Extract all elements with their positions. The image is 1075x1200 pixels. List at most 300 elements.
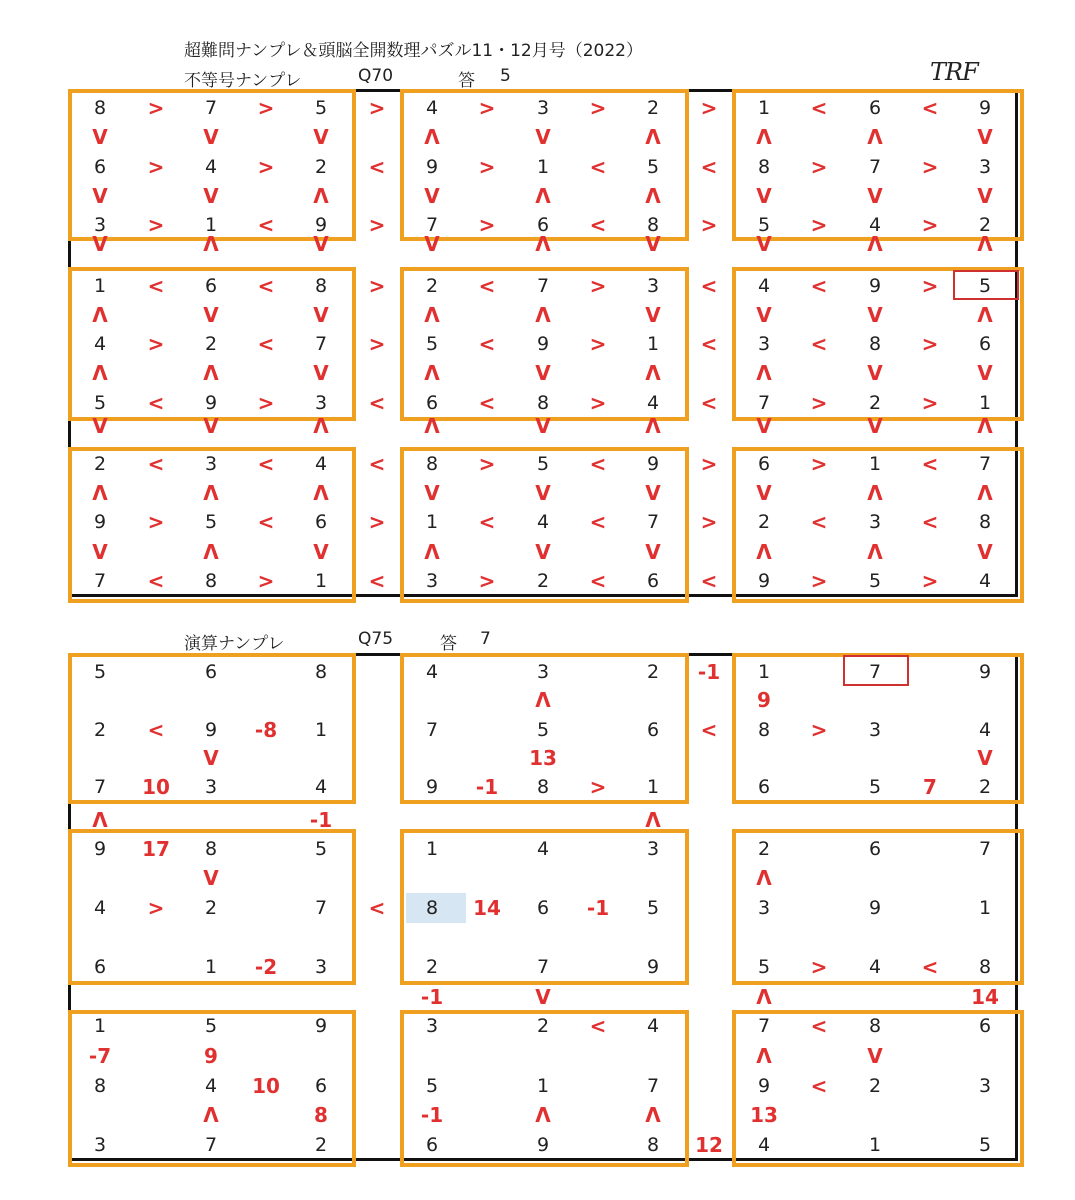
inequality-sign: Λ (424, 125, 440, 149)
inequality-sign: Λ (756, 866, 772, 890)
cell: 9 (536, 333, 550, 355)
cell: 7 (868, 156, 882, 178)
cell: 1 (978, 897, 992, 919)
cell: 7 (314, 897, 328, 919)
cell: 3 (204, 453, 218, 475)
inequality-sign: V (645, 232, 661, 256)
inequality-sign: > (700, 510, 718, 534)
cell: 9 (757, 570, 771, 592)
cell: 7 (536, 275, 550, 297)
cell: 5 (93, 661, 107, 683)
cell: 6 (93, 156, 107, 178)
inequality-sign: V (977, 125, 993, 149)
cell: 4 (868, 214, 882, 236)
inequality-sign: Λ (92, 808, 108, 832)
inequality-sign: Λ (645, 1103, 661, 1127)
inequality-sign: < (147, 718, 165, 742)
inequality-sign: < (589, 1014, 607, 1038)
cell: 4 (204, 1075, 218, 1097)
inequality-sign: > (810, 155, 828, 179)
inequality-sign: V (424, 232, 440, 256)
puzzle1-answer-label: 答 (458, 71, 475, 91)
inequality-sign: V (92, 184, 108, 208)
cell: 1 (425, 511, 439, 533)
cell: 9 (93, 511, 107, 533)
inequality-sign: > (147, 510, 165, 534)
cell: 2 (978, 776, 992, 798)
cell: 9 (868, 897, 882, 919)
operation-label: 14 (473, 896, 501, 920)
cell: 7 (757, 1015, 771, 1037)
cell: 9 (425, 776, 439, 798)
inequality-sign: Λ (535, 184, 551, 208)
cell: 9 (646, 453, 660, 475)
inequality-sign: Λ (756, 540, 772, 564)
cell: 6 (314, 1075, 328, 1097)
inequality-sign: > (921, 274, 939, 298)
cell: 4 (536, 838, 550, 860)
cell: 1 (868, 1134, 882, 1156)
inequality-sign: < (368, 569, 386, 593)
cell: 6 (204, 275, 218, 297)
cell: 1 (978, 392, 992, 414)
inequality-sign: < (368, 896, 386, 920)
inequality-sign: Λ (313, 481, 329, 505)
cell: 2 (425, 956, 439, 978)
inequality-sign: > (368, 96, 386, 120)
cell: 7 (646, 511, 660, 533)
inequality-sign: V (867, 361, 883, 385)
inequality-sign: < (368, 391, 386, 415)
inequality-sign: < (589, 569, 607, 593)
inequality-sign: Λ (313, 184, 329, 208)
page-title: 超難問ナンプレ＆頭脳全開数理パズル11・12月号（2022） (184, 41, 643, 61)
cell: 7 (204, 1134, 218, 1156)
cell: 9 (646, 956, 660, 978)
cell: 4 (314, 776, 328, 798)
inequality-sign: < (147, 569, 165, 593)
inequality-sign: V (756, 303, 772, 327)
inequality-sign: < (589, 452, 607, 476)
inequality-sign: V (92, 414, 108, 438)
cell: 5 (646, 156, 660, 178)
puzzle2-name: 演算ナンプレ (184, 634, 285, 654)
cell: 3 (536, 661, 550, 683)
inequality-sign: > (700, 96, 718, 120)
inequality-sign: > (147, 332, 165, 356)
cell: 1 (93, 275, 107, 297)
cell: 5 (757, 956, 771, 978)
inequality-sign: V (424, 184, 440, 208)
inequality-sign: V (535, 481, 551, 505)
operation-label: -1 (475, 775, 499, 799)
inequality-sign: < (700, 274, 718, 298)
cell: 6 (868, 97, 882, 119)
signature: TRF (930, 58, 978, 86)
inequality-sign: > (810, 718, 828, 742)
inequality-sign: V (203, 746, 219, 770)
puzzle2-answer: 7 (480, 629, 491, 649)
inequality-sign: V (92, 125, 108, 149)
cell: 9 (757, 1075, 771, 1097)
operation-label: 12 (695, 1133, 723, 1157)
inequality-sign: > (257, 569, 275, 593)
cell: 5 (536, 719, 550, 741)
cell: 9 (314, 214, 328, 236)
cell: 6 (425, 392, 439, 414)
inequality-sign: Λ (203, 481, 219, 505)
cell: 3 (978, 1075, 992, 1097)
cell: 4 (536, 511, 550, 533)
inequality-sign: Λ (203, 361, 219, 385)
inequality-sign: > (478, 569, 496, 593)
cell: 8 (536, 776, 550, 798)
inequality-sign: > (921, 213, 939, 237)
inequality-sign: > (478, 213, 496, 237)
operation-label: -1 (420, 985, 444, 1009)
cell: 2 (868, 1075, 882, 1097)
inequality-sign: > (368, 213, 386, 237)
operation-label: 17 (142, 837, 170, 861)
cell: 8 (204, 838, 218, 860)
inequality-sign: > (810, 213, 828, 237)
cell: 7 (978, 838, 992, 860)
cell: 8 (425, 897, 439, 919)
inequality-sign: V (867, 1044, 883, 1068)
operation-label: 10 (142, 775, 170, 799)
cell: 8 (868, 333, 882, 355)
inequality-sign: V (535, 125, 551, 149)
cell: 6 (868, 838, 882, 860)
inequality-sign: > (478, 96, 496, 120)
inequality-sign: V (977, 746, 993, 770)
cell: 7 (314, 333, 328, 355)
inequality-sign: Λ (535, 303, 551, 327)
inequality-sign: Λ (424, 414, 440, 438)
inequality-sign: Λ (535, 232, 551, 256)
inequality-sign: < (478, 510, 496, 534)
cell: 6 (646, 570, 660, 592)
inequality-sign: > (257, 96, 275, 120)
inequality-sign: Λ (645, 125, 661, 149)
cell: 5 (868, 776, 882, 798)
inequality-sign: < (921, 452, 939, 476)
cell: 5 (868, 570, 882, 592)
cell: 8 (425, 453, 439, 475)
cell: 2 (757, 838, 771, 860)
operation-label: 9 (757, 688, 771, 712)
inequality-sign: < (810, 1074, 828, 1098)
inequality-sign: > (810, 569, 828, 593)
inequality-sign: Λ (203, 540, 219, 564)
inequality-sign: Λ (92, 303, 108, 327)
cell: 7 (536, 956, 550, 978)
cell: 4 (757, 1134, 771, 1156)
inequality-sign: V (203, 414, 219, 438)
inequality-sign: > (589, 96, 607, 120)
cell: 5 (204, 511, 218, 533)
inequality-sign: Λ (203, 1103, 219, 1127)
cell: 5 (978, 275, 992, 297)
inequality-sign: Λ (756, 1044, 772, 1068)
cell: 8 (93, 1075, 107, 1097)
inequality-sudoku-grid (68, 89, 1018, 597)
inequality-sign: > (147, 896, 165, 920)
inequality-sign: V (756, 414, 772, 438)
cell: 6 (425, 1134, 439, 1156)
cell: 3 (93, 1134, 107, 1156)
inequality-sign: Λ (867, 481, 883, 505)
cell: 7 (93, 570, 107, 592)
inequality-sign: > (147, 96, 165, 120)
inequality-sign: < (478, 332, 496, 356)
inequality-sign: > (810, 955, 828, 979)
cell: 1 (314, 570, 328, 592)
cell: 3 (646, 838, 660, 860)
cell: 5 (314, 838, 328, 860)
cell: 3 (204, 776, 218, 798)
cell: 3 (978, 156, 992, 178)
cell: 4 (93, 333, 107, 355)
cell: 1 (314, 719, 328, 741)
inequality-sign: Λ (756, 125, 772, 149)
inequality-sign: V (313, 361, 329, 385)
inequality-sign: V (92, 540, 108, 564)
operation-label: -1 (420, 1103, 444, 1127)
inequality-sign: < (810, 96, 828, 120)
inequality-sign: < (368, 452, 386, 476)
inequality-sign: V (203, 303, 219, 327)
cell: 2 (204, 333, 218, 355)
inequality-sign: Λ (313, 414, 329, 438)
cell: 2 (93, 453, 107, 475)
inequality-sign: V (535, 361, 551, 385)
inequality-sign: V (756, 481, 772, 505)
cell: 8 (978, 511, 992, 533)
cell: 4 (978, 719, 992, 741)
cell: 7 (757, 392, 771, 414)
cell: 4 (314, 453, 328, 475)
operation-label: -1 (586, 896, 610, 920)
inequality-sign: Λ (977, 481, 993, 505)
operation-label: -8 (254, 718, 278, 742)
cell: 8 (314, 661, 328, 683)
inequality-sign: > (257, 391, 275, 415)
cell: 8 (314, 275, 328, 297)
cell: 6 (757, 776, 771, 798)
inequality-sign: V (535, 540, 551, 564)
inequality-sign: V (203, 125, 219, 149)
inequality-sign: Λ (977, 414, 993, 438)
inequality-sign: V (424, 481, 440, 505)
inequality-sign: < (257, 332, 275, 356)
cell: 9 (425, 156, 439, 178)
inequality-sign: V (756, 184, 772, 208)
inequality-sign: Λ (424, 361, 440, 385)
inequality-sign: < (368, 155, 386, 179)
cell: 5 (93, 392, 107, 414)
inequality-sign: Λ (645, 414, 661, 438)
inequality-sign: < (700, 718, 718, 742)
inequality-sign: V (203, 866, 219, 890)
inequality-sign: < (147, 274, 165, 298)
cell: 9 (314, 1015, 328, 1037)
cell: 8 (93, 97, 107, 119)
cell: 3 (757, 333, 771, 355)
cell: 9 (93, 838, 107, 860)
cell: 2 (314, 156, 328, 178)
cell: 8 (536, 392, 550, 414)
inequality-sign: < (147, 391, 165, 415)
cell: 3 (757, 897, 771, 919)
inequality-sign: V (313, 232, 329, 256)
inequality-sign: > (368, 332, 386, 356)
cell: 4 (93, 897, 107, 919)
inequality-sign: > (921, 332, 939, 356)
cell: 9 (204, 719, 218, 741)
inequality-sign: Λ (92, 481, 108, 505)
cell: 4 (978, 570, 992, 592)
cell: 9 (204, 392, 218, 414)
cell: 8 (868, 1015, 882, 1037)
cell: 8 (646, 1134, 660, 1156)
puzzle1-answer: 5 (500, 66, 511, 86)
inequality-sign: Λ (535, 1103, 551, 1127)
inequality-sign: < (810, 1014, 828, 1038)
cell: 7 (425, 719, 439, 741)
cell: 4 (425, 97, 439, 119)
inequality-sign: V (867, 303, 883, 327)
inequality-sign: > (478, 452, 496, 476)
cell: 7 (93, 776, 107, 798)
cell: 2 (868, 392, 882, 414)
cell: 5 (646, 897, 660, 919)
inequality-sign: > (368, 510, 386, 534)
inequality-sign: < (589, 213, 607, 237)
cell: 5 (204, 1015, 218, 1037)
inequality-sign: V (977, 540, 993, 564)
inequality-sign: > (478, 155, 496, 179)
inequality-sign: V (92, 232, 108, 256)
inequality-sign: > (921, 155, 939, 179)
cell: 6 (93, 956, 107, 978)
inequality-sign: < (478, 274, 496, 298)
cell: 3 (314, 392, 328, 414)
arithmetic-sudoku-grid (68, 653, 1018, 1161)
inequality-sign: Λ (867, 540, 883, 564)
inequality-sign: Λ (867, 232, 883, 256)
inequality-sign: Λ (203, 232, 219, 256)
inequality-sign: < (257, 213, 275, 237)
cell: 6 (314, 511, 328, 533)
inequality-sign: Λ (977, 303, 993, 327)
inequality-sign: Λ (92, 361, 108, 385)
cell: 3 (868, 511, 882, 533)
inequality-sign: > (589, 274, 607, 298)
operation-label: -1 (697, 660, 721, 684)
inequality-sign: V (756, 232, 772, 256)
inequality-sign: > (921, 391, 939, 415)
cell: 1 (204, 956, 218, 978)
cell: 4 (204, 156, 218, 178)
cell: 9 (868, 275, 882, 297)
inequality-sign: > (700, 213, 718, 237)
inequality-sign: > (589, 391, 607, 415)
cell: 6 (536, 897, 550, 919)
cell: 7 (425, 214, 439, 236)
cell: 7 (204, 97, 218, 119)
inequality-sign: < (810, 510, 828, 534)
cell: 2 (646, 97, 660, 119)
operation-label: 7 (923, 775, 937, 799)
cell: 1 (646, 776, 660, 798)
operation-label: 9 (204, 1044, 218, 1068)
cell: 1 (536, 156, 550, 178)
inequality-sign: V (313, 540, 329, 564)
cell: 5 (757, 214, 771, 236)
cell: 3 (314, 956, 328, 978)
cell: 8 (646, 214, 660, 236)
cell: 3 (93, 214, 107, 236)
inequality-sign: < (257, 510, 275, 534)
inequality-sign: < (810, 274, 828, 298)
inequality-sign: > (810, 452, 828, 476)
inequality-sign: V (977, 361, 993, 385)
inequality-sign: Λ (977, 232, 993, 256)
cell: 3 (425, 1015, 439, 1037)
inequality-sign: > (147, 155, 165, 179)
inequality-sign: > (810, 391, 828, 415)
cell: 7 (646, 1075, 660, 1097)
cell: 5 (425, 1075, 439, 1097)
cell: 6 (536, 214, 550, 236)
inequality-sign: < (478, 391, 496, 415)
inequality-sign: < (700, 332, 718, 356)
inequality-sign: > (147, 213, 165, 237)
operation-label: -1 (309, 808, 333, 832)
inequality-sign: Λ (424, 303, 440, 327)
cell: 5 (425, 333, 439, 355)
cell: 4 (425, 661, 439, 683)
cell: 2 (204, 897, 218, 919)
cell: 3 (425, 570, 439, 592)
operation-label: 13 (529, 746, 557, 770)
cell: 1 (868, 453, 882, 475)
inequality-sign: < (921, 510, 939, 534)
cell: 9 (978, 661, 992, 683)
inequality-sign: < (257, 274, 275, 298)
cell: 1 (757, 97, 771, 119)
cell: 8 (757, 719, 771, 741)
cell: 1 (425, 838, 439, 860)
cell: 2 (93, 719, 107, 741)
inequality-sign: V (313, 303, 329, 327)
cell: 9 (978, 97, 992, 119)
inequality-sign: V (867, 184, 883, 208)
inequality-sign: < (921, 96, 939, 120)
inequality-sign: V (203, 184, 219, 208)
operation-label: 8 (314, 1103, 328, 1127)
cell: 2 (978, 214, 992, 236)
inequality-sign: < (921, 955, 939, 979)
cell: 3 (868, 719, 882, 741)
inequality-sign: Λ (645, 361, 661, 385)
inequality-sign: V (645, 540, 661, 564)
cell: 6 (978, 1015, 992, 1037)
inequality-sign: > (368, 274, 386, 298)
operation-label: 13 (750, 1103, 778, 1127)
inequality-sign: Λ (756, 361, 772, 385)
